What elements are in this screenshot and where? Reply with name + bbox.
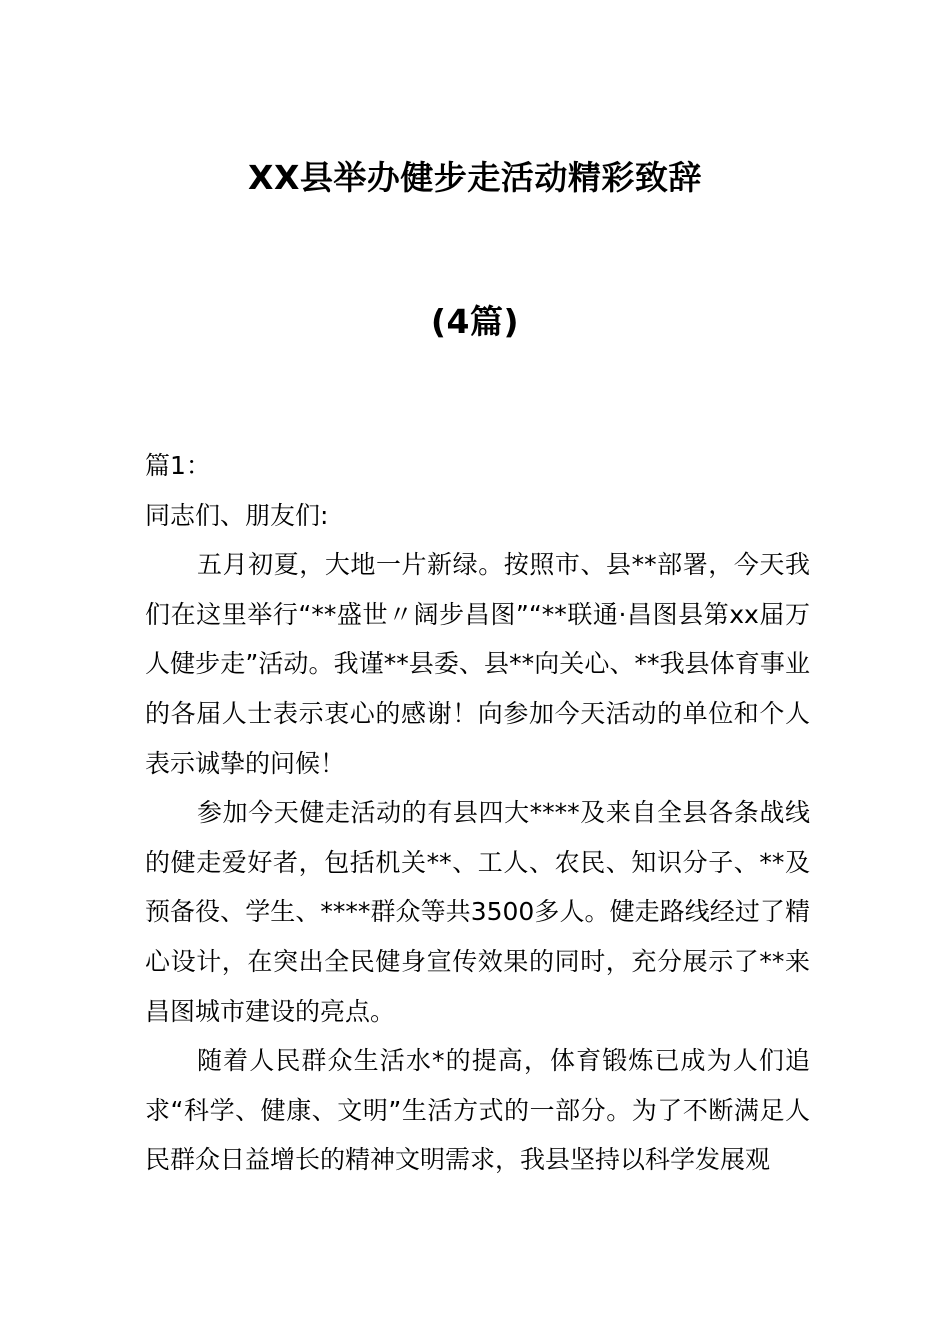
paragraph-1: 五月初夏，大地一片新绿。按照市、县**部署，今天我们在这里举行“**盛世〃阔步昌图”“**联通·昌图县第xx届万人健步走”活动。我谨**县委、县**向关心、**我县体育事业的各届人士表示衷心的感谢！向参加今天活动的单位和个人表示诚挚的问候！ — [145, 550, 810, 778]
document-title: XX县举办健步走活动精彩致辞 — [248, 158, 702, 197]
paragraph-3: 随着人民群众生活水*的提高，体育锻炼已成为人们追求“科学、健康、文明”生活方式的一部分。为了不断满足人民群众日益增长的精神文明需求，我县坚持以科学发展观 — [145, 1046, 810, 1175]
document-body — [145, 441, 810, 1185]
section-label: 篇1： — [145, 451, 211, 480]
salutation: 同志们、朋友们: — [145, 500, 329, 530]
paragraph-2: 参加今天健走活动的有县四大****及来自全县各条战线的健走爱好者，包括机关**、工人、农民、知识分子、**及预备役、学生、****群众等共3500多人。健走路线经过了精心设计，在突出全民健身宣传效果的同时，充分展示了**来昌图城市建设的亮点。 — [145, 798, 810, 1026]
document-subtitle: (4篇) — [430, 302, 520, 341]
